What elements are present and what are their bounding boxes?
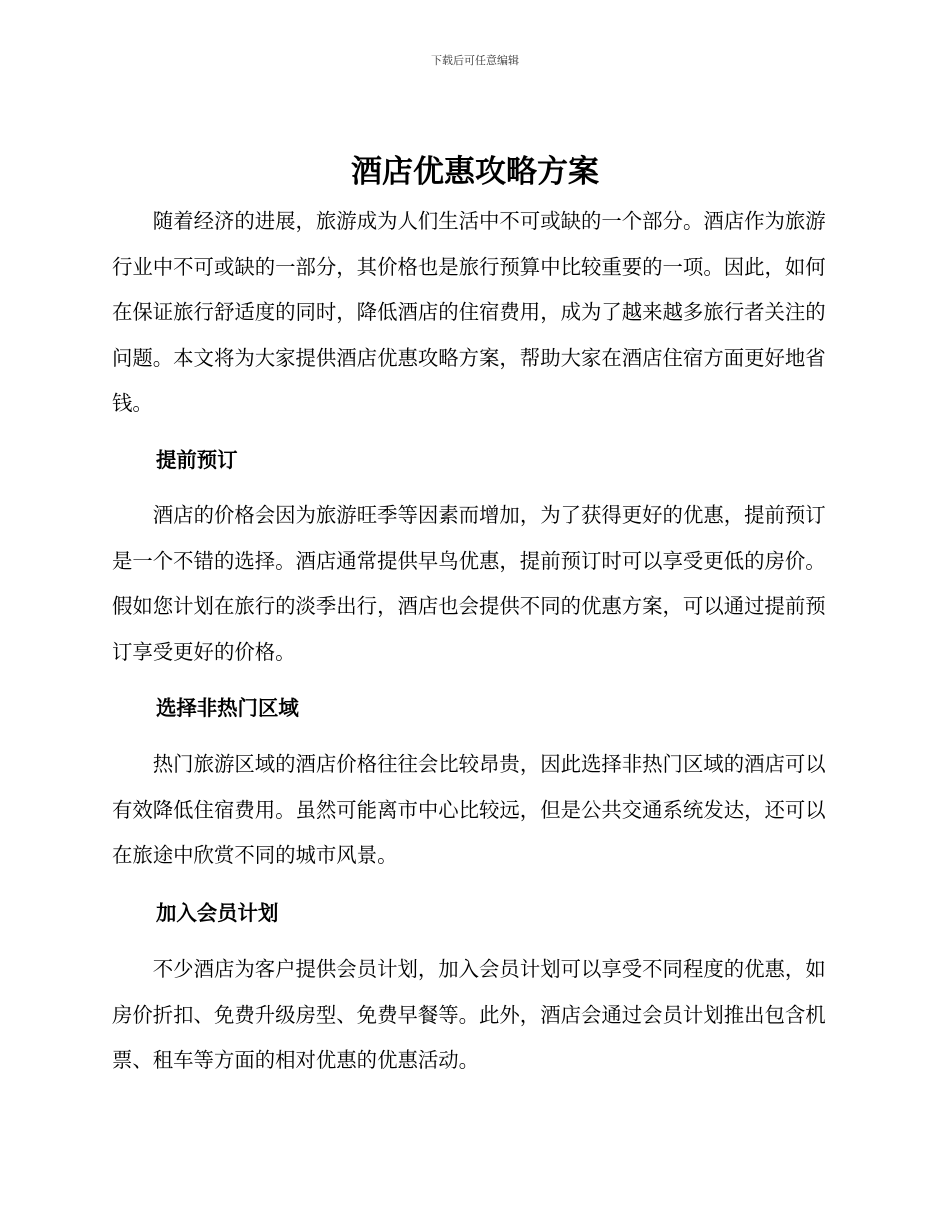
section-paragraph-non-popular-areas: 热门旅游区域的酒店价格往往会比较昂贵，因此选择非热门区域的酒店可以有效降低住宿费用。虽然可能离市中心比较远，但是公共交通系统发达，还可以在旅途中欣赏不同的城市风景。 [112,752,826,867]
document-title: 酒店优惠攻略方案 [351,154,599,190]
section-paragraph-membership: 不少酒店为客户提供会员计划，加入会员计划可以享受不同程度的优惠，如房价折扣、免费升级房型、免费早餐等。此外，酒店会通过会员计划推出包含机票、租车等方面的相对优惠的优惠活动。 [112,957,826,1072]
section-heading-membership: 加入会员计划 [156,901,279,925]
section-heading-non-popular-areas: 选择非热门区域 [156,696,299,720]
section-paragraph-advance-booking: 酒店的价格会因为旅游旺季等因素而增加，为了获得更好的优惠，提前预订是一个不错的选择。酒店通常提供早鸟优惠，提前预订时可以享受更低的房价。假如您计划在旅行的淡季出行，酒店也会提供不同的优惠方案，可以通过提前预订享受更好的价格。 [112,503,826,664]
intro-paragraph: 随着经济的进展，旅游成为人们生活中不可或缺的一个部分。酒店作为旅游行业中不可或缺的一部分，其价格也是旅行预算中比较重要的一项。因此，如何在保证旅行舒适度的同时，降低酒店的住宿费用，成为了越来越多旅行者关注的问题。本文将为大家提供酒店优惠攻略方案，帮助大家在酒店住宿方面更好地省钱。 [112,209,826,415]
header-note: 下载后可任意编辑 [431,54,519,67]
section-heading-advance-booking: 提前预订 [156,448,238,472]
